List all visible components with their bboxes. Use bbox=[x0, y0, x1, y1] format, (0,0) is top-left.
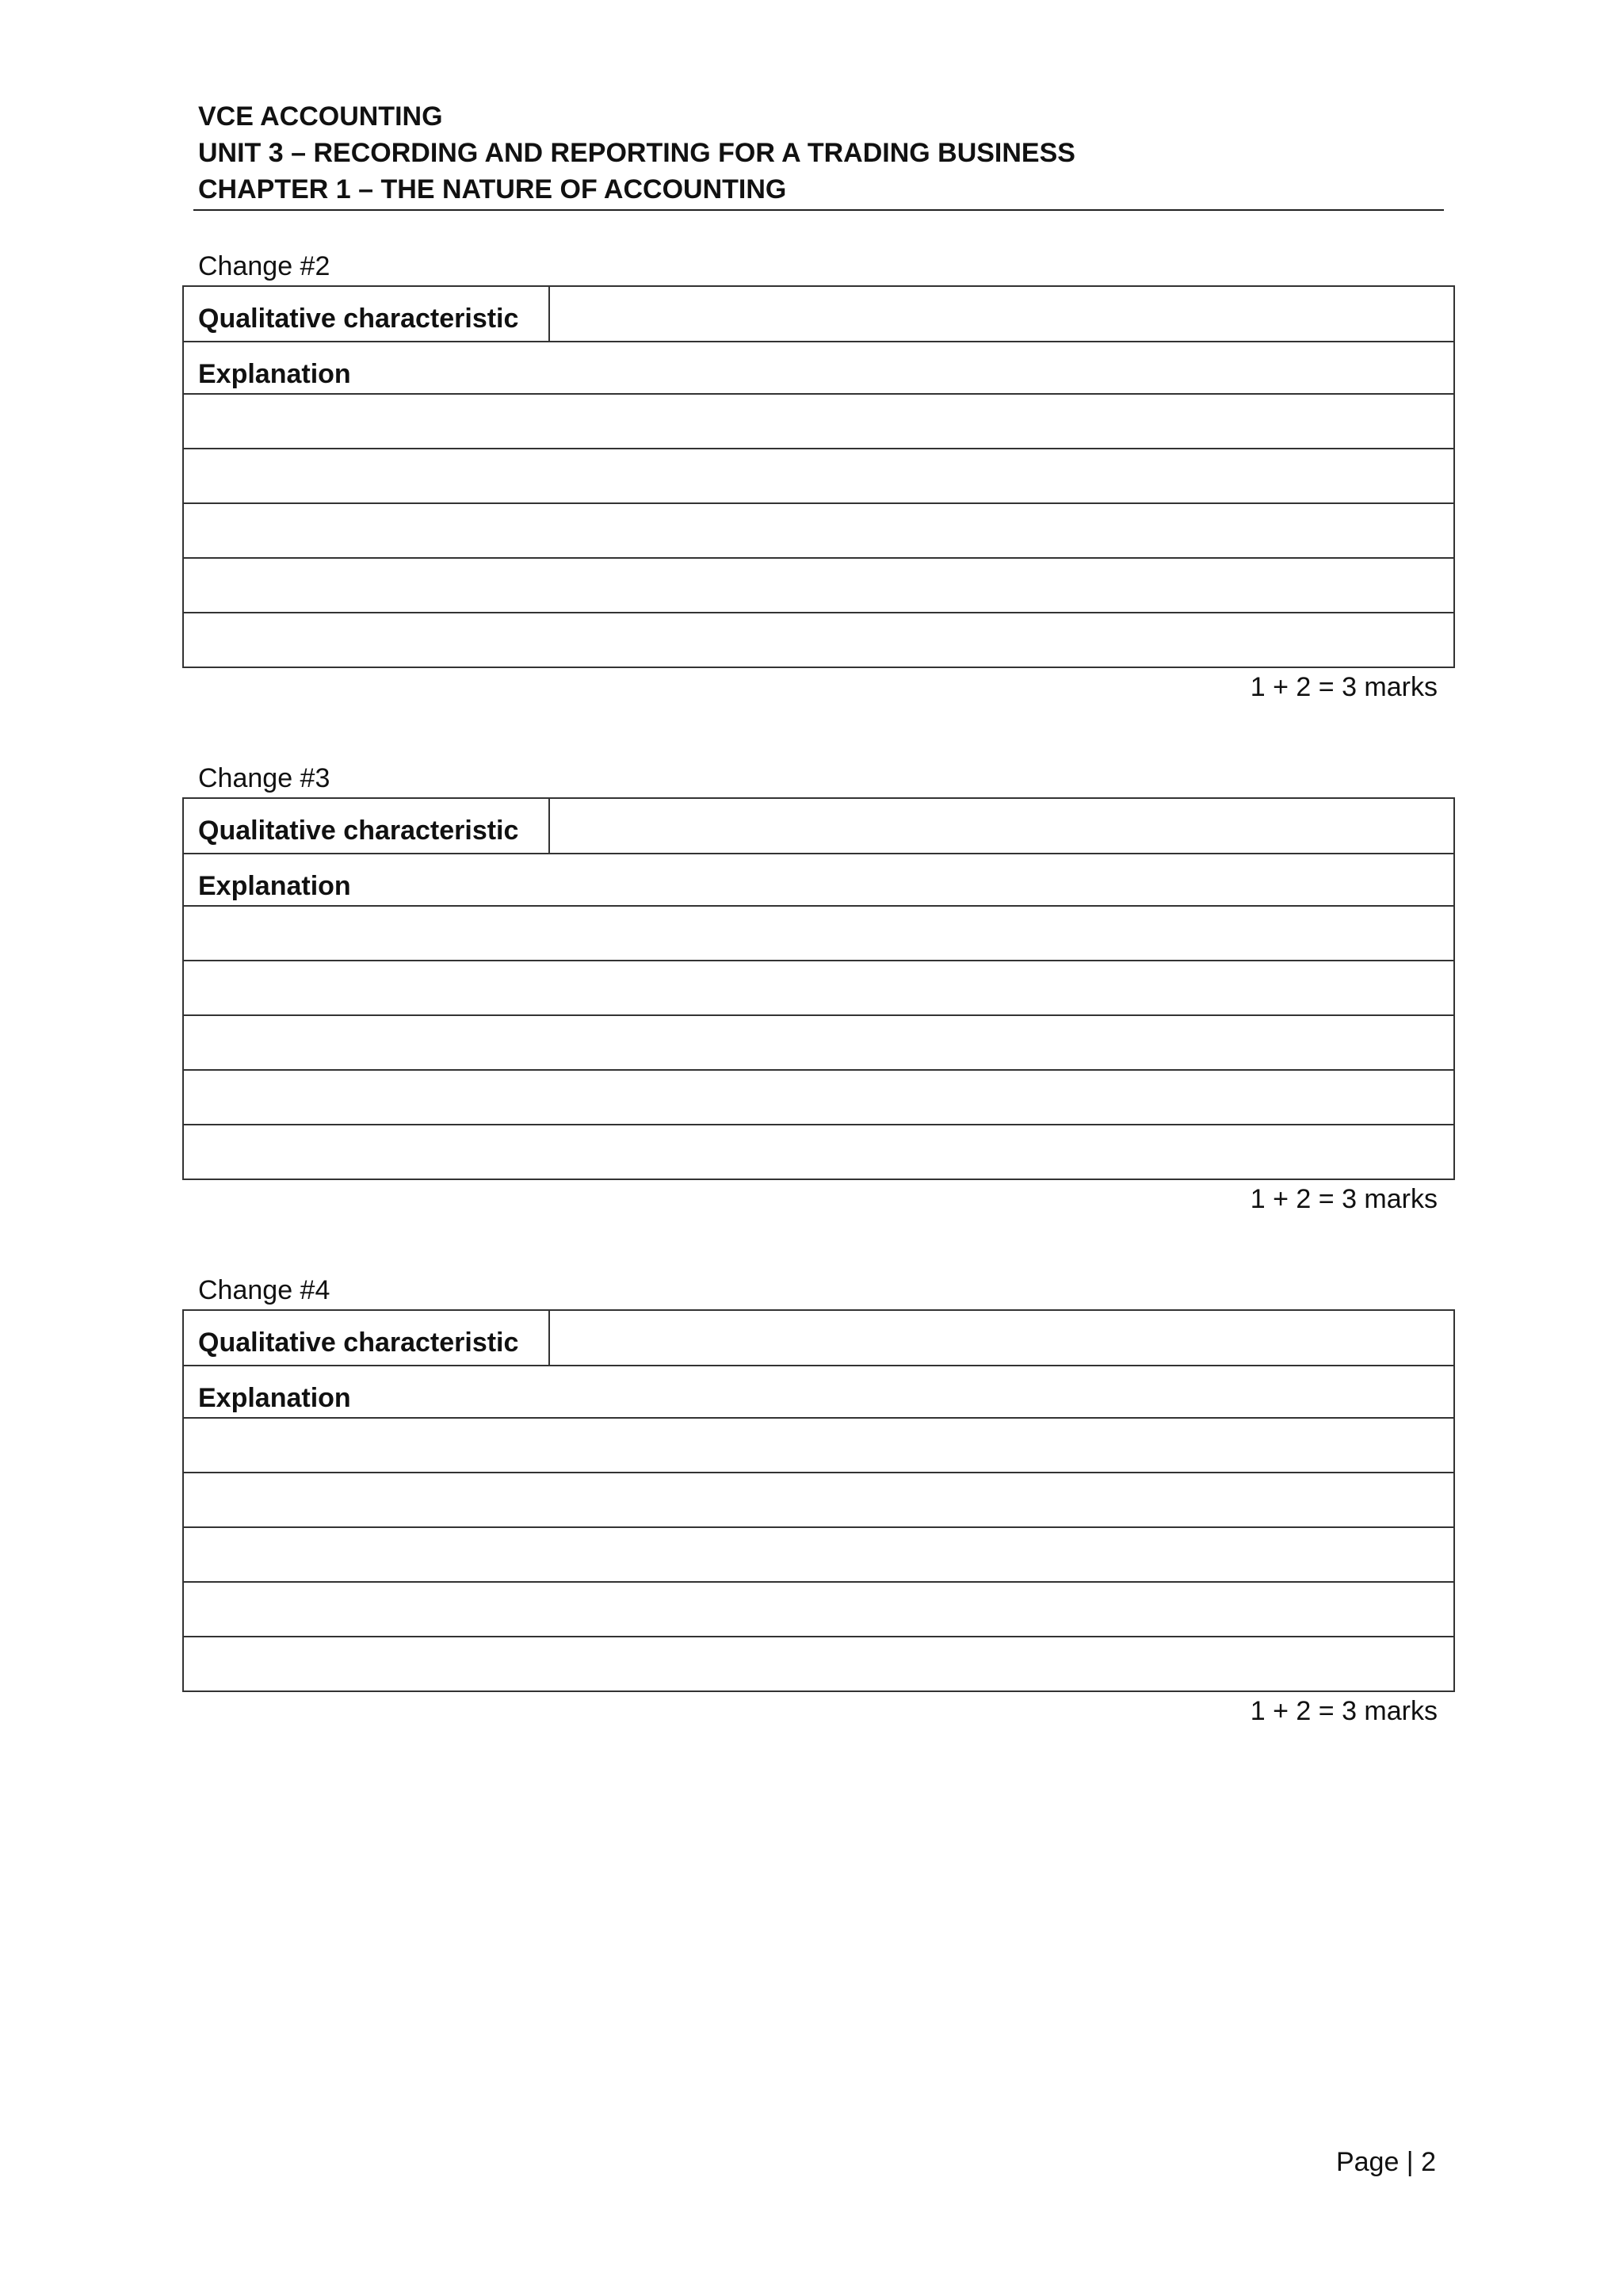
change-section-2 bbox=[182, 249, 1453, 706]
qualitative-characteristic-label: Qualitative characteristic bbox=[183, 286, 549, 342]
explanation-line-4[interactable] bbox=[183, 1070, 1454, 1125]
explanation-line-2[interactable] bbox=[183, 1473, 1454, 1527]
explanation-line-1[interactable] bbox=[183, 906, 1454, 961]
explanation-label: Explanation bbox=[183, 342, 1454, 394]
explanation-line-4[interactable] bbox=[183, 1582, 1454, 1637]
change-label: Change #4 bbox=[198, 1275, 330, 1305]
explanation-label: Explanation bbox=[183, 854, 1454, 906]
qualitative-characteristic-field[interactable] bbox=[549, 286, 1454, 342]
change-section-4 bbox=[182, 1273, 1453, 1730]
explanation-line-3[interactable] bbox=[183, 1527, 1454, 1582]
marks-allocation: 1 + 2 = 3 marks bbox=[1250, 672, 1438, 702]
marks-allocation: 1 + 2 = 3 marks bbox=[1250, 1696, 1438, 1726]
answer-table bbox=[182, 1309, 1455, 1692]
explanation-line-2[interactable] bbox=[183, 961, 1454, 1015]
course-title: VCE ACCOUNTING bbox=[198, 101, 443, 132]
qualitative-characteristic-field[interactable] bbox=[549, 798, 1454, 854]
explanation-line-5[interactable] bbox=[183, 1637, 1454, 1691]
document-header bbox=[193, 98, 1444, 211]
explanation-line-4[interactable] bbox=[183, 558, 1454, 613]
answer-table bbox=[182, 797, 1455, 1180]
qualitative-characteristic-label: Qualitative characteristic bbox=[183, 1310, 549, 1366]
chapter-title: CHAPTER 1 – THE NATURE OF ACCOUNTING bbox=[198, 174, 787, 204]
explanation-line-3[interactable] bbox=[183, 503, 1454, 558]
answer-table bbox=[182, 285, 1455, 668]
unit-title: UNIT 3 – RECORDING AND REPORTING FOR A TRADING BUSINESS bbox=[198, 138, 1075, 168]
explanation-line-1[interactable] bbox=[183, 394, 1454, 449]
change-label: Change #2 bbox=[198, 251, 330, 281]
change-section-3 bbox=[182, 761, 1453, 1218]
explanation-line-5[interactable] bbox=[183, 613, 1454, 667]
explanation-label: Explanation bbox=[183, 1366, 1454, 1418]
explanation-line-1[interactable] bbox=[183, 1418, 1454, 1473]
change-label: Change #3 bbox=[198, 763, 330, 793]
explanation-line-2[interactable] bbox=[183, 449, 1454, 503]
qualitative-characteristic-field[interactable] bbox=[549, 1310, 1454, 1366]
page-number: Page | 2 bbox=[1335, 2147, 1436, 2177]
explanation-line-3[interactable] bbox=[183, 1015, 1454, 1070]
explanation-line-5[interactable] bbox=[183, 1125, 1454, 1179]
qualitative-characteristic-label: Qualitative characteristic bbox=[183, 798, 549, 854]
marks-allocation: 1 + 2 = 3 marks bbox=[1250, 1184, 1438, 1214]
